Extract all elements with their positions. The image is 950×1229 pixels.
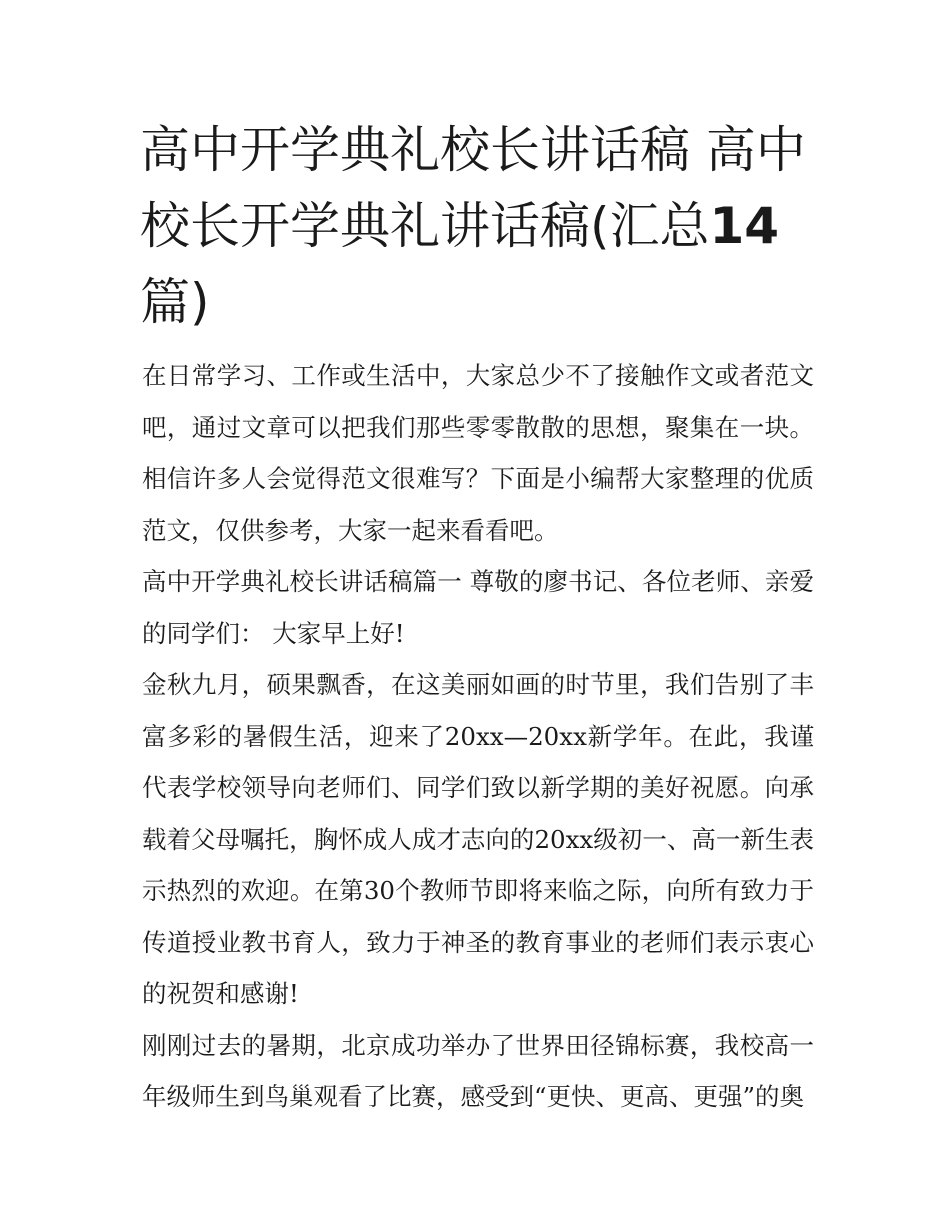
document-title (140, 112, 820, 340)
title-tail: 篇) (140, 273, 210, 331)
document-body (142, 350, 814, 1123)
paragraph-greeting: 高中开学典礼校长讲话稿篇一 尊敬的廖书记、各位老师、亲爱的同学们： 大家早上好! (142, 567, 814, 648)
title-number: 14 (709, 197, 780, 255)
paragraph-opening: 金秋九月，硕果飘香，在这美丽如画的时节里，我们告别了丰富多彩的暑假生活，迎来了20xx—20xx新学年。在此，我谨代表学校领导向老师们、同学们致以新学期的美好祝愿。向承载着父母嘱托，胸怀成人成才志向的20xx级初一、高一新生表示热烈的欢迎。在第30个教师节即将来临之际，向所有致力于传道授业教书育人，致力于神圣的教育事业的老师们表示衷心的祝贺和感谢! (142, 670, 814, 1008)
paragraph-summer: 刚刚过去的暑期，北京成功举办了世界田径锦标赛，我校高一年级师生到鸟巢观看了比赛，感受到“更快、更高、更强”的奥 (142, 1030, 814, 1111)
paragraph-intro: 在日常学习、工作或生活中，大家总少不了接触作文或者范文吧，通过文章可以把我们那些零零散散的思想，聚集在一块。相信许多人会觉得范文很难写？下面是小编帮大家整理的优质范文，仅供参考，大家一起来看看吧。 (142, 361, 814, 545)
title-text: 高中开学典礼校长讲话稿 高中校长开学典礼讲话稿(汇总 (140, 121, 806, 255)
